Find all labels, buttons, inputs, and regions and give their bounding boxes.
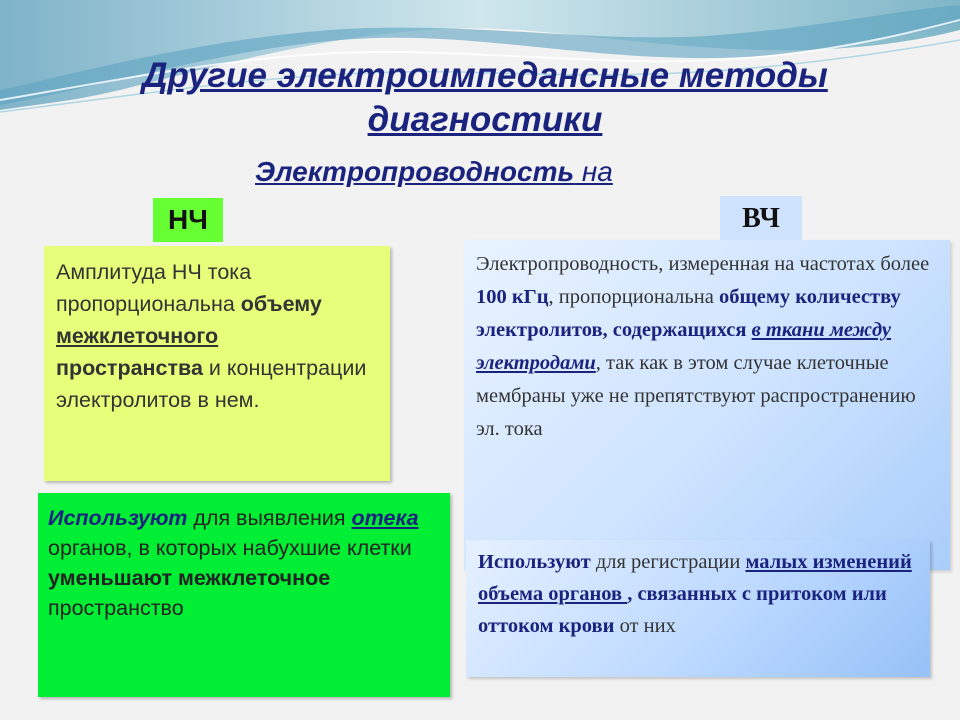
rb-bold2: , связанных с притоком или оттоком крови bbox=[478, 583, 887, 637]
lt-bold-underline1: межклеточного bbox=[56, 324, 219, 348]
tag-high-frequency: ВЧ bbox=[720, 196, 802, 242]
title-line2: диагностики bbox=[367, 100, 603, 139]
high-frequency-usage bbox=[466, 540, 930, 677]
lb-bolditalic2: отека bbox=[351, 506, 419, 530]
lb-text3: пространство bbox=[48, 596, 184, 620]
rb-bold-underline1: малых изменений объема органов bbox=[478, 551, 912, 605]
lt-text2: и концентрации электролитов в нем. bbox=[56, 356, 367, 412]
rb-text1: для регистрации bbox=[590, 551, 746, 573]
page-title bbox=[60, 54, 910, 142]
rb-bold1: Используют bbox=[478, 551, 591, 573]
rt-text3: , так как в этом случае клеточные мембраны уже не препятствуют распространению эл. тока bbox=[476, 352, 916, 440]
rt-text2: , пропорциональна bbox=[548, 286, 719, 308]
lt-bold2: пространства bbox=[56, 356, 203, 380]
subtitle-rest: на bbox=[574, 156, 613, 187]
rt-bold1: 100 кГц bbox=[476, 286, 549, 308]
lt-bold1: объему bbox=[240, 292, 322, 316]
lb-bold1: уменьшают межклеточное bbox=[48, 566, 331, 590]
tag-low-frequency: НЧ bbox=[153, 198, 223, 242]
lb-bolditalic1: Используют bbox=[48, 506, 188, 530]
lt-text1: Амплитуда НЧ тока пропорциональна bbox=[56, 260, 252, 316]
lb-text1: для выявления bbox=[187, 506, 352, 530]
lb-text2: органов, в которых набухшие клетки bbox=[48, 536, 412, 560]
subtitle bbox=[255, 156, 613, 188]
rt-bolditalic1: в ткани между электродами bbox=[476, 319, 892, 374]
subtitle-bold: Электропроводность bbox=[255, 156, 575, 187]
title-line1: Другие электроимпедансные методы bbox=[142, 56, 828, 95]
low-frequency-usage bbox=[38, 493, 450, 697]
rb-text2: от них bbox=[614, 615, 676, 637]
rt-bold2: общему количеству электролитов, содержащихся bbox=[476, 286, 901, 341]
rt-text1: Электропроводность, измеренная на частотах более bbox=[476, 253, 930, 275]
high-frequency-description bbox=[464, 240, 950, 570]
low-frequency-description bbox=[44, 246, 390, 481]
